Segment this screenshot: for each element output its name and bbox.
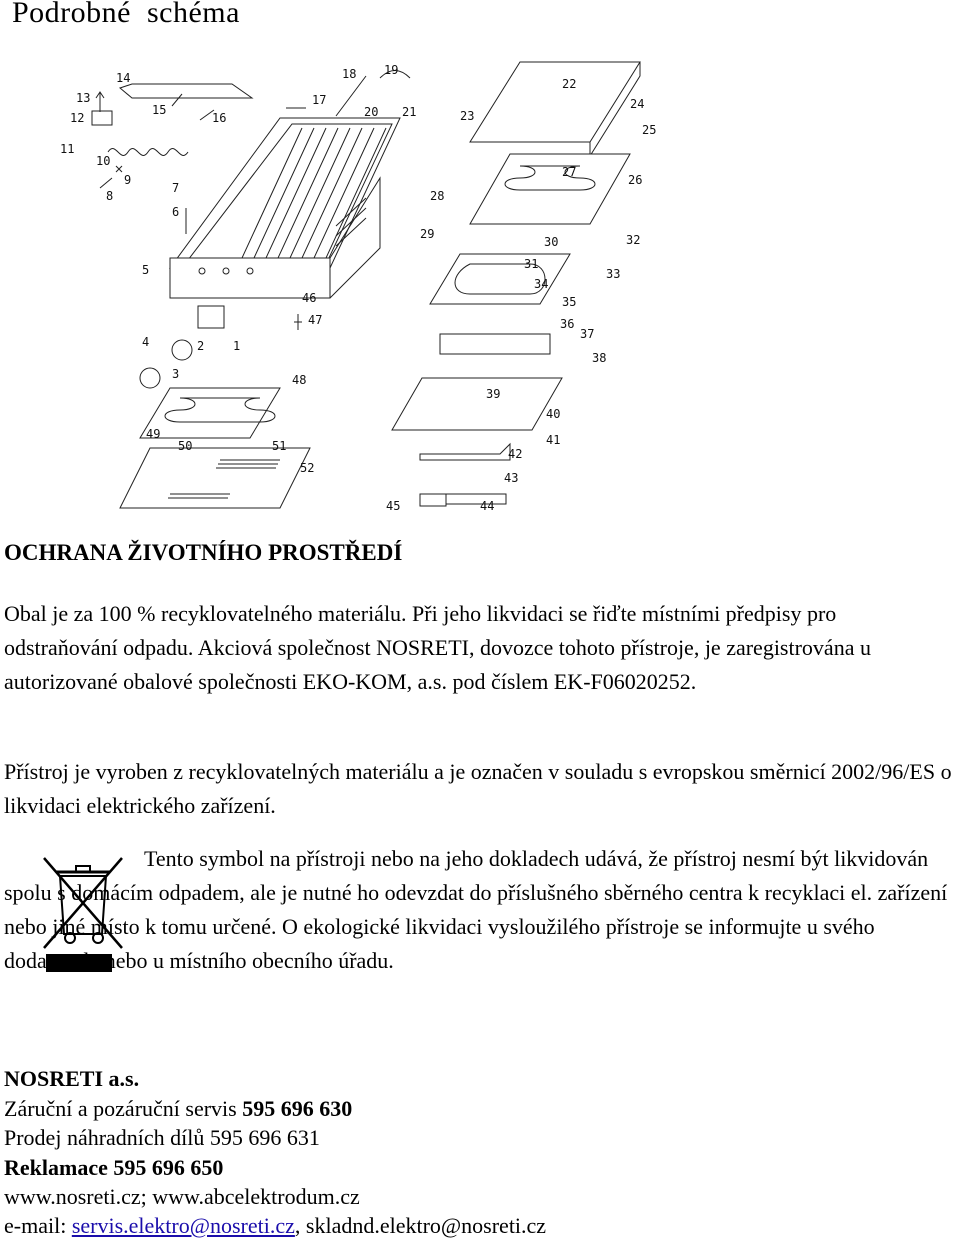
callout-28: 28 <box>430 189 445 203</box>
callout-5: 5 <box>142 263 150 277</box>
callout-18: 18 <box>342 67 357 81</box>
callout-48: 48 <box>292 373 307 387</box>
email-line <box>4 1211 546 1241</box>
callout-2: 2 <box>197 339 205 353</box>
callout-50: 50 <box>178 439 193 453</box>
service-label: Záruční a pozáruční servis <box>4 1096 243 1121</box>
service-email-link[interactable]: servis.elektro@nosreti.cz <box>71 1213 295 1238</box>
callout-38: 38 <box>592 351 607 365</box>
callout-26: 26 <box>628 173 643 187</box>
callout-39: 39 <box>486 387 501 401</box>
callout-25: 25 <box>642 123 657 137</box>
callout-27: 27 <box>562 165 577 179</box>
callout-49: 49 <box>146 427 161 441</box>
callout-9: 9 <box>124 173 132 187</box>
callout-34: 34 <box>534 277 549 291</box>
callout-23: 23 <box>460 109 475 123</box>
callout-32: 32 <box>626 233 641 247</box>
callout-6: 6 <box>172 205 180 219</box>
websites-line: www.nosreti.cz; www.abcelektrodum.cz <box>4 1184 360 1209</box>
callout-11: 11 <box>60 142 75 156</box>
callout-37: 37 <box>580 327 595 341</box>
callout-36: 36 <box>560 317 575 331</box>
callout-47: 47 <box>308 313 323 327</box>
callout-45: 45 <box>386 499 401 513</box>
callout-46: 46 <box>302 291 317 305</box>
callout-43: 43 <box>504 471 519 485</box>
callout-17: 17 <box>312 93 327 107</box>
recycling-paragraph: Přístroj je vyroben z recyklovatelných materiálu a je označen v souladu s evropskou směrnicí 2002/96/ES o likvidaci elektrického zařízení. <box>4 759 952 818</box>
service-phone: 595 696 630 <box>242 1096 353 1121</box>
callout-13: 13 <box>76 91 91 105</box>
spare-parts-line: Prodej náhradních dílů 595 696 631 <box>4 1125 320 1150</box>
callout-35: 35 <box>562 295 577 309</box>
packaging-paragraph: Obal je za 100 % recyklovatelného materiálu. Při jeho likvidaci se řiďte místními předpisy pro odstraňování odpadu. Akciová společnost NOSRETI, dovozce tohoto přístroje, je zaregistrována u autorizované obalové společnosti EKO-KOM, a.s. pod číslem EK-F06020252. <box>4 601 871 694</box>
callout-20: 20 <box>364 105 379 119</box>
callout-51: 51 <box>272 439 287 453</box>
callout-44: 44 <box>480 499 495 513</box>
callout-19: 19 <box>384 63 399 77</box>
callout-24: 24 <box>630 97 645 111</box>
callout-21: 21 <box>402 105 417 119</box>
callout-8: 8 <box>106 189 114 203</box>
callout-4: 4 <box>142 335 150 349</box>
callout-1: 1 <box>233 339 241 353</box>
weee-paragraph: Tento symbol na přístroji nebo na jeho dokladech udává, že přístroj nesmí být likvidován spolu s domácím odpadem, ale je nutné ho odevzdat do příslušného sběrného centra k recyklaci el. zařízení nebo jiné místo k tomu určené. O ekologické likvidaci vysloužilého přístroje se informujte u svého dodavatele nebo u místního obecního úřadu. <box>4 846 948 973</box>
page-title: Podrobné schéma <box>12 0 240 29</box>
upper-lid-group <box>392 62 643 506</box>
callout-29: 29 <box>420 227 435 241</box>
callout-15: 15 <box>152 103 167 117</box>
callout-42: 42 <box>508 447 523 461</box>
callout-3: 3 <box>172 367 180 381</box>
callout-31: 31 <box>524 257 539 271</box>
callout-22: 22 <box>562 77 577 91</box>
callout-16: 16 <box>212 111 227 125</box>
environment-heading: OCHRANA ŽIVOTNÍHO PROSTŘEDÍ <box>4 540 403 565</box>
claims-line: Reklamace 595 696 650 <box>4 1155 224 1180</box>
service-line <box>4 1094 352 1124</box>
email-separator: , <box>294 1213 306 1238</box>
callout-14: 14 <box>116 71 131 85</box>
email-label: e-mail: <box>4 1213 72 1238</box>
callout-41: 41 <box>546 433 561 447</box>
exploded-parts-diagram <box>40 58 680 518</box>
callout-7: 7 <box>172 181 180 195</box>
callout-40: 40 <box>546 407 561 421</box>
callout-30: 30 <box>544 235 559 249</box>
callout-52: 52 <box>300 461 315 475</box>
company-name: NOSRETI a.s. <box>4 1066 140 1091</box>
callout-10: 10 <box>96 154 111 168</box>
warehouse-email: skladnd.elektro@nosreti.cz <box>305 1213 547 1238</box>
callout-33: 33 <box>606 267 621 281</box>
controls-group <box>140 306 302 388</box>
callout-12: 12 <box>70 111 85 125</box>
